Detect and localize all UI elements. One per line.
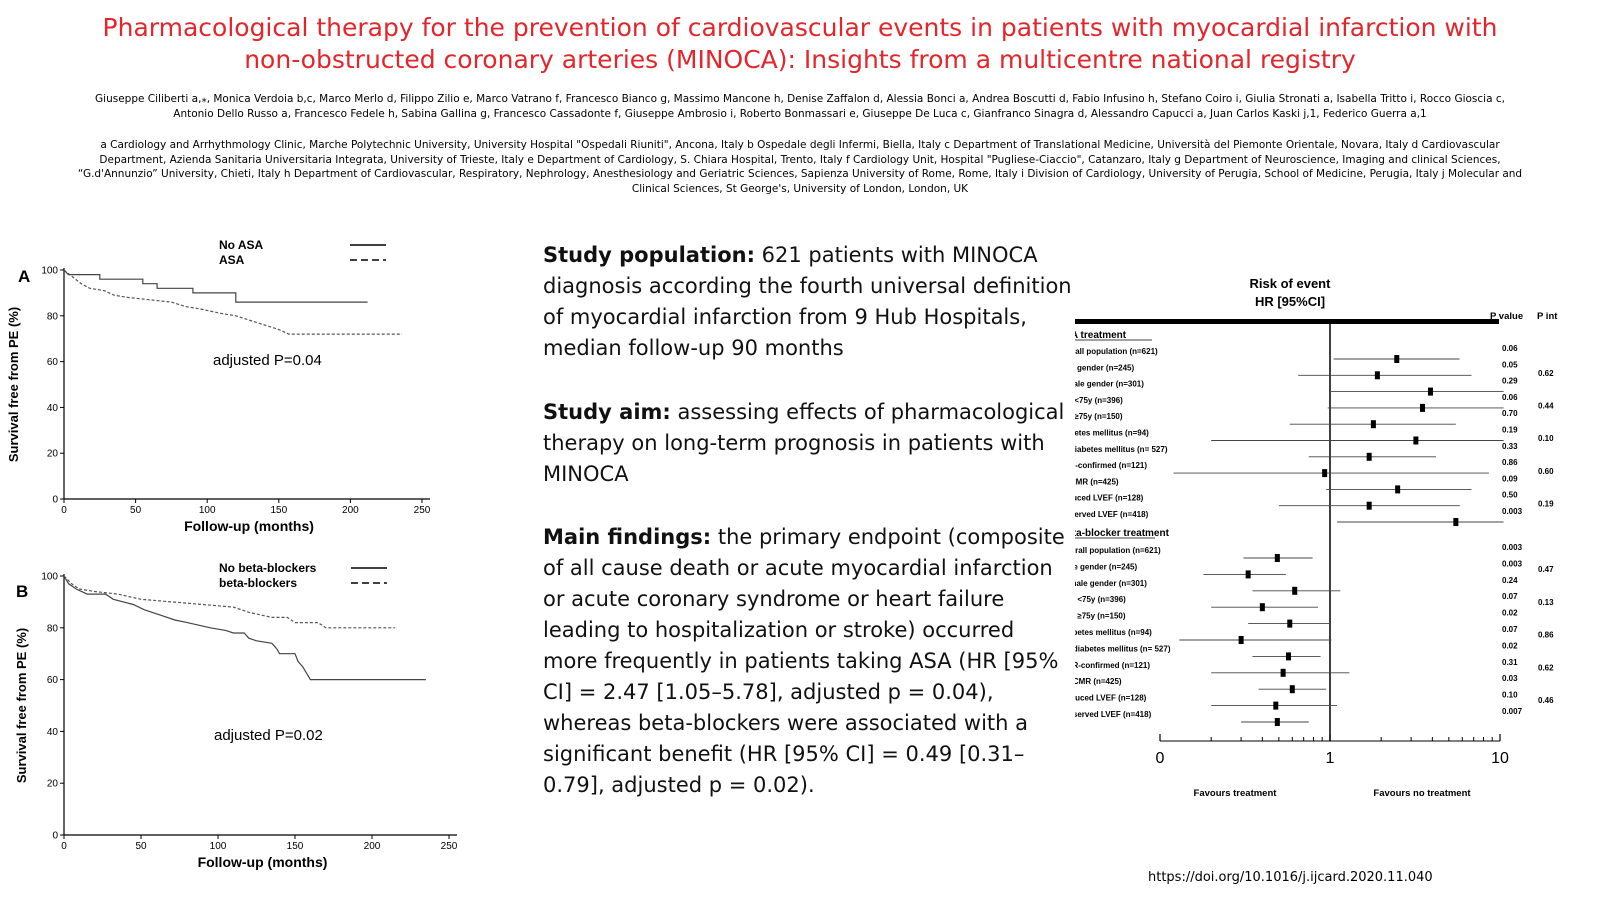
km-chart-a-svg: [0, 232, 450, 542]
forest-p-value: 0.50: [1502, 490, 1518, 500]
forest-tick-label: 1: [1325, 750, 1335, 767]
forest-p-interaction: 0.62: [1538, 369, 1554, 378]
favours-treatment-label: Favours treatment: [1193, 788, 1277, 799]
forest-p-value: 0.02: [1502, 641, 1518, 651]
forest-p-interaction: 0.10: [1538, 434, 1554, 444]
forest-row-label: <75y (n=396): [1075, 395, 1123, 405]
forest-p-value: 0.02: [1502, 608, 1518, 618]
forest-row-label: ale gender (n=301): [1075, 379, 1144, 389]
y-tick-label: 100: [41, 265, 58, 277]
forest-hr-marker: [1260, 603, 1265, 611]
forest-row-label: MR (n=425): [1075, 477, 1119, 487]
panel-label: A: [18, 267, 31, 286]
panel-label: B: [16, 582, 29, 601]
forest-hr-marker: [1453, 518, 1458, 526]
main-findings-text: the primary endpoint (composite of all cause death or acute myocardial infarction or acute coronary syndrome or heart failure leading to hospitalization or stroke) occurred more frequently in patients taking ASA (HR [95% CI] = 2.47 [1.05–5.78], adjusted p = 0.04), whereas beta-blockers were associated with a significant benefit (HR [95% CI] = 0.49 [0.31–0.79], adjusted p = 0.02).: [543, 525, 1065, 797]
y-tick-label: 40: [46, 726, 58, 738]
forest-group-header-rest: ta-blocker treatment: [1075, 528, 1169, 539]
author-list: [40, 92, 1560, 122]
forest-p-value: 0.86: [1502, 458, 1518, 468]
forest-row-label: etes mellitus (n=94): [1075, 428, 1149, 438]
forest-row-label: uced LVEF (n=128): [1075, 693, 1147, 703]
forest-p-value: 0.003: [1502, 543, 1523, 552]
study-population-paragraph: [543, 240, 1073, 364]
forest-hr-marker: [1239, 636, 1244, 644]
forest-row-label: served LVEF (n=418): [1075, 710, 1152, 719]
paper-title-line-1: Pharmacological therapy for the prevention of cardiovascular events in patients with myocardial infarction with: [102, 13, 1498, 42]
forest-hr-marker: [1322, 469, 1327, 477]
survival-curve-solid: [64, 270, 368, 302]
p-value-column-header: P value: [1490, 311, 1524, 322]
forest-hr-marker: [1375, 371, 1380, 379]
forest-tick-label: 0: [1155, 750, 1165, 767]
forest-row-label: gender (n=245): [1077, 363, 1135, 373]
forest-row-label: ≥75y (n=150): [1075, 412, 1123, 422]
forest-p-interaction: 0.60: [1538, 466, 1554, 476]
x-tick-label: 250: [440, 841, 458, 852]
forest-p-value: 0.10: [1502, 690, 1518, 700]
forest-p-interaction: 0.47: [1538, 565, 1554, 574]
x-tick-label: 100: [198, 505, 216, 516]
forest-hr-marker: [1290, 685, 1295, 693]
affiliation-line-3: “G.d'Annunzio” University, Chieti, Italy h Department of Cardiovascular, Respiratory, Nephrology, Anesthesiology and Geriatric Sciences, Sapienza University of Rome, Rome, Italy i Division of Cardiology, University of Perugia, School of Medicine, Perugia, Italy j Molecular and: [77, 168, 1523, 180]
forest-p-interaction: 0.46: [1538, 696, 1554, 706]
x-tick-label: 0: [61, 841, 67, 852]
forest-p-value: 0.19: [1502, 425, 1518, 435]
x-tick-label: 50: [130, 505, 142, 516]
forest-hr-marker: [1394, 355, 1399, 363]
forest-row-label: diabetes mellitus (n= 527): [1075, 644, 1171, 654]
main-findings-label: Main findings:: [543, 525, 712, 549]
forest-p-value: 0.07: [1502, 625, 1518, 634]
x-tick-label: 150: [270, 505, 288, 516]
km-chart-b-svg: [0, 557, 480, 882]
x-tick-label: 150: [286, 841, 304, 852]
forest-header-bar: [1075, 319, 1499, 324]
x-tick-label: 0: [61, 505, 67, 516]
legend-label: beta-blockers: [219, 576, 298, 590]
forest-row-label: all population (n=621): [1075, 347, 1158, 356]
paper-title: [60, 12, 1540, 76]
x-axis-title: Follow-up (months): [197, 854, 328, 870]
forest-hr-marker: [1286, 652, 1291, 660]
affiliation-line-2: Department, Azienda Sanitaria Universitaria Integrata, University of Trieste, Italy e Department of Cardiology, S. Chiara Hospital, Trento, Italy f Cardiology Unit, Hospital "Pugliese-Ciaccio", Catanzaro, Italy g Department of Neuroscience, Imaging and clinical Sciences,: [99, 153, 1501, 166]
forest-p-value: 0.09: [1502, 474, 1518, 484]
forest-row-label: erved LVEF (n=418): [1075, 510, 1149, 519]
forest-p-value: 0.003: [1502, 559, 1523, 569]
y-tick-label: 100: [41, 571, 58, 583]
forest-p-value: 0.007: [1502, 707, 1523, 716]
forest-subtitle: HR [95%CI]: [1254, 294, 1326, 309]
forest-hr-marker: [1395, 485, 1400, 493]
y-tick-label: 80: [46, 623, 58, 635]
forest-hr-marker: [1246, 570, 1251, 578]
author-line-1: Giuseppe Ciliberti a,⁎, Monica Verdoia b,c, Marco Merlo d, Filippo Zilio e, Marco Vatrano f, Francesco Bianco g, Massimo Mancone h, Denise Zaffalon d, Alessia Bonci a, Andrea Boscutti d, Fabio Infusino h, Stefano Coiro i, Giulia Stronati a, Isabella Tritto i, Rocco Gioscia c,: [95, 93, 1505, 105]
forest-row-label: iabetes mellitus (n= 527): [1075, 444, 1168, 454]
forest-hr-marker: [1275, 554, 1280, 562]
p-value-annotation: adjusted P=0.04: [213, 352, 322, 369]
affiliation-line-4: Clinical Sciences, St George's, University of London, London, UK: [631, 182, 969, 195]
forest-p-value: 0.31: [1502, 657, 1518, 667]
survival-curve-solid: [64, 576, 426, 680]
forest-p-value: 0.70: [1502, 409, 1518, 419]
forest-hr-marker: [1275, 718, 1280, 726]
x-tick-label: 50: [135, 841, 147, 852]
favours-no-treatment-label: Favours no treatment: [1373, 788, 1471, 799]
forest-row-label: rall population (n=621): [1075, 546, 1161, 555]
y-axis-title: Survival free from PE (%): [14, 627, 29, 784]
forest-row-label: etes mellitus (n=94): [1077, 628, 1152, 637]
x-tick-label: 200: [342, 505, 359, 516]
forest-p-value: 0.05: [1502, 360, 1518, 370]
forest-group-header: [1075, 528, 1170, 539]
y-tick-label: 60: [46, 675, 58, 687]
forest-row-label: ale gender (n=301): [1076, 578, 1147, 588]
forest-p-value: 0.07: [1502, 592, 1518, 602]
forest-hr-marker: [1273, 702, 1278, 710]
y-tick-label: 0: [52, 830, 58, 842]
forest-row-label: R-confirmed (n=121): [1075, 660, 1151, 670]
study-aim-label: Study aim:: [543, 400, 671, 424]
forest-p-value: 0.03: [1502, 674, 1518, 684]
forest-hr-marker: [1420, 404, 1425, 412]
forest-hr-marker: [1281, 669, 1286, 677]
legend-label: No beta-blockers: [219, 561, 317, 575]
forest-p-interaction: 0.44: [1538, 401, 1554, 411]
y-tick-label: 40: [46, 402, 58, 414]
km-chart-a: [0, 232, 450, 547]
study-population-text: 621 patients with MINOCA diagnosis according the fourth universal definition of myocardial infarction from 9 Hub Hospitals, median follow-up 90 months: [543, 243, 1072, 360]
forest-p-value: 0.29: [1502, 376, 1518, 386]
study-population-label: Study population:: [543, 243, 755, 267]
forest-p-value: 0.24: [1502, 575, 1518, 585]
forest-p-value: 0.06: [1502, 392, 1518, 402]
y-tick-label: 60: [46, 357, 58, 369]
forest-group-header-rest: A treatment: [1075, 330, 1127, 341]
study-aim-paragraph: [543, 397, 1073, 490]
forest-p-interaction: 0.13: [1538, 597, 1554, 607]
x-tick-label: 250: [413, 505, 431, 516]
y-tick-label: 20: [46, 778, 58, 790]
forest-hr-marker: [1292, 587, 1297, 595]
y-tick-label: 0: [52, 494, 58, 506]
forest-tick-label: 10: [1491, 750, 1509, 767]
forest-plot-svg: [1075, 270, 1600, 815]
main-findings-paragraph: [543, 522, 1073, 801]
forest-row-label: CMR (n=425): [1075, 677, 1122, 687]
forest-row-label: -confirmed (n=121): [1075, 461, 1148, 471]
forest-hr-marker: [1367, 502, 1372, 510]
paper-title-line-2: non-obstructed coronary arteries (MINOCA): Insights from a multicentre national registry: [244, 45, 1356, 74]
forest-row-label: ced LVEF (n=128): [1077, 493, 1144, 503]
y-axis-title: Survival free from PE (%): [6, 306, 21, 463]
forest-group-header: [1075, 330, 1127, 341]
forest-p-interaction: 0.62: [1538, 663, 1554, 673]
y-tick-label: 80: [46, 311, 58, 323]
forest-hr-marker: [1287, 620, 1292, 628]
legend-label: No ASA: [219, 238, 264, 252]
x-axis-title: Follow-up (months): [184, 518, 314, 534]
forest-row-label: e gender (n=245): [1075, 562, 1138, 572]
forest-row-label: ≥75y (n=150): [1077, 611, 1126, 621]
forest-row-label: <75y (n=396): [1077, 595, 1126, 605]
forest-p-interaction: 0.86: [1538, 630, 1554, 640]
x-tick-label: 100: [209, 841, 227, 852]
forest-hr-marker: [1428, 388, 1433, 396]
forest-plot: [1075, 270, 1600, 820]
doi-link[interactable]: https://doi.org/10.1016/j.ijcard.2020.11.040: [1148, 870, 1433, 885]
p-value-annotation: adjusted P=0.02: [214, 727, 323, 744]
km-chart-b: [0, 557, 480, 887]
affiliation-line-1: a Cardiology and Arrhythmology Clinic, Marche Polytechnic University, University Hospital "Ospedali Riuniti", Ancona, Italy b Ospedale degli Infermi, Biella, Italy c Department of Translational Medicine, Università del Piemonte Orientale, Novara, Italy d Cardiovascular: [100, 139, 1500, 151]
x-tick-label: 200: [363, 841, 381, 852]
author-line-2: Antonio Dello Russo a, Francesco Fedele h, Sabina Gallina g, Francesco Cassadonte f, Giuseppe Ambrosio i, Roberto Bonmassari e, Giuseppe De Luca c, Gianfranco Sinagra d, Alessandro Capucci a, Juan Carlos Kaski j,1, Federico Guerra a,1: [173, 108, 1427, 120]
forest-hr-marker: [1413, 437, 1418, 445]
forest-p-value: 0.33: [1502, 441, 1518, 451]
affiliation-list: [40, 138, 1560, 196]
forest-hr-marker: [1367, 453, 1372, 461]
p-int-column-header: P int: [1537, 311, 1558, 322]
forest-p-interaction: 0.19: [1538, 499, 1554, 509]
study-aim-text: assessing effects of pharmacological therapy on long-term prognosis in patients with MINOCA: [543, 400, 1065, 486]
forest-hr-marker: [1371, 420, 1376, 428]
forest-p-value: 0.06: [1502, 344, 1518, 353]
forest-p-value: 0.003: [1502, 507, 1523, 516]
legend-label: ASA: [219, 253, 245, 267]
forest-title: Risk of event: [1249, 276, 1331, 291]
y-tick-label: 20: [46, 448, 58, 460]
